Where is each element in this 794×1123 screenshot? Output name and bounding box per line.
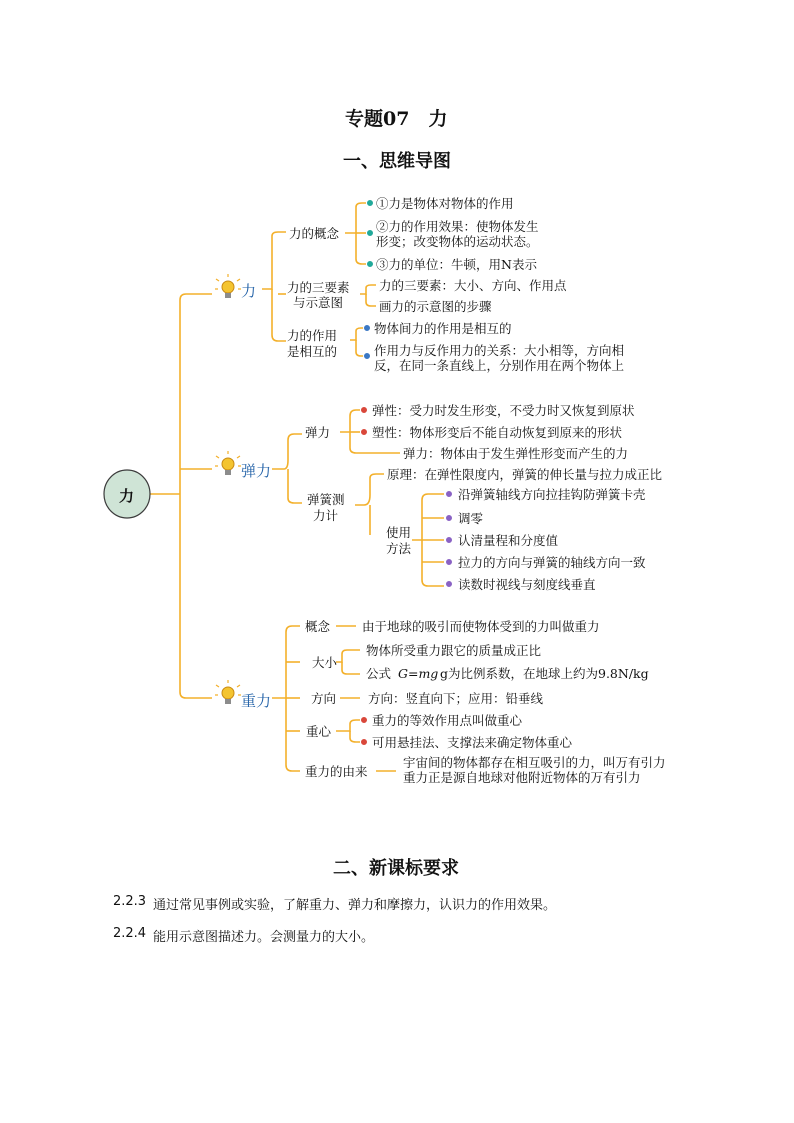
- bullet-dot-icon: [361, 739, 368, 746]
- bullet-dot-icon: [361, 429, 368, 436]
- formula-desc: g为比例系数，在地球上约为9.8N/kg: [440, 666, 649, 681]
- leaf-text: 画力的示意图的步骤: [379, 299, 492, 314]
- node-gravity-origin: 重力的由来: [305, 764, 368, 779]
- branch-label-force: 力: [241, 282, 257, 300]
- leaf-text: 认清量程和分度值: [458, 533, 559, 548]
- bullet-dot-icon: [361, 407, 368, 414]
- leaf-text: 读数时视线与刻度线垂直: [458, 577, 596, 592]
- formula-prefix: 公式: [366, 666, 392, 681]
- bullet-dot-icon: [446, 491, 453, 498]
- leaf-text: 沿弹簧轴线方向拉挂钩防弹簧卡壳: [458, 487, 646, 502]
- leaf-text: 方向：竖直向下；应用：铅垂线: [368, 691, 544, 706]
- b1-bracket-top: [262, 232, 286, 289]
- section-heading-mindmap: 一、思维导图: [343, 151, 451, 172]
- formula: G=mg: [398, 666, 439, 681]
- leaf-text: 物体间力的作用是相互的: [374, 321, 512, 336]
- section-heading-curriculum: 二、新课标要求: [333, 858, 459, 879]
- requirement-code: 2.2.3: [113, 894, 147, 909]
- leaf-text: 重力的等效作用点叫做重心: [372, 713, 523, 728]
- requirement-text: 通过常见事例或实验，了解重力、弹力和摩擦力，认识力的作用效果。: [153, 898, 557, 913]
- lightbulb-icon: [215, 451, 241, 475]
- node-three-elements: 力的三要素: [287, 280, 350, 295]
- leaf-text: 力的三要素：大小、方向、作用点: [379, 278, 567, 293]
- leaf-text: 弹力：物体由于发生弹性形变而产生的力: [403, 446, 629, 461]
- bullet-dot-icon: [367, 200, 374, 207]
- leaf-text: 可用悬挂法、支撑法来确定物体重心: [372, 735, 573, 750]
- leaf-text: 拉力的方向与弹簧的轴线方向一致: [458, 555, 646, 570]
- bullet-dot-icon: [361, 717, 368, 724]
- bullet-dot-icon: [364, 325, 371, 332]
- leaf-text: ①力是物体对物体的作用: [376, 196, 514, 211]
- lightbulb-icon: [215, 274, 241, 298]
- node-mutual-force: 力的作用: [287, 328, 338, 343]
- leaf-text: 宇宙间的物体都存在相互吸引的力，叫万有引力: [403, 755, 666, 770]
- b1-bracket-bottom: [272, 289, 286, 341]
- branch-label-elastic-force: 弹力: [241, 462, 272, 480]
- leaf-text: 调零: [458, 511, 484, 526]
- node-usage-method-line2: 方法: [386, 541, 412, 556]
- leaf-text: 重力正是源自地球对他附近物体的万有引力: [403, 770, 641, 785]
- requirement-code: 2.2.4: [113, 926, 147, 941]
- bullet-dot-icon: [364, 353, 371, 360]
- node-force-concept: 力的概念: [289, 226, 340, 241]
- leaf-text: 物体所受重力跟它的质量成正比: [366, 643, 542, 658]
- bullet-dot-icon: [446, 515, 453, 522]
- leaf-text: 由于地球的吸引而使物体受到的力叫做重力: [362, 619, 600, 634]
- node-gravity-direction: 方向: [311, 691, 337, 706]
- node-mutual-force-line2: 是相互的: [287, 344, 338, 359]
- page-title: 专题07 力: [345, 108, 448, 130]
- leaf-text: 塑性：物体形变后不能自动恢复到原来的形状: [372, 425, 623, 440]
- node-three-elements-line2: 与示意图: [293, 295, 344, 310]
- root-node-label: 力: [119, 487, 135, 505]
- bullet-dot-icon: [367, 230, 374, 237]
- bullet-dot-icon: [367, 261, 374, 268]
- leaf-text: 弹性：受力时发生形变，不受力时又恢复到原状: [372, 403, 635, 418]
- bullet-dot-icon: [446, 559, 453, 566]
- node-elastic-force: 弹力: [305, 425, 331, 440]
- node-spring-scale-line2: 力计: [313, 508, 339, 523]
- node-usage-method: 使用: [386, 525, 412, 540]
- main-trunk: [180, 294, 212, 698]
- leaf-text: ③力的单位：牛顿，用N表示: [376, 257, 537, 272]
- leaf-text: ②力的作用效果：使物体发生: [376, 219, 539, 234]
- requirement-text: 能用示意图描述力。会测量力的大小。: [153, 930, 375, 945]
- leaf-text: 形变；改变物体的运动状态。: [376, 234, 539, 249]
- node-gravity-magnitude: 大小: [312, 655, 338, 670]
- leaf-text: 原理：在弹性限度内，弹簧的伸长量与拉力成正比: [387, 467, 663, 482]
- bullet-dot-icon: [446, 537, 453, 544]
- leaf-text: 作用力与反作用力的关系：大小相等，方向相: [374, 343, 625, 358]
- leaf-text: 反，在同一条直线上，分别作用在两个物体上: [374, 358, 625, 373]
- bullet-dot-icon: [446, 581, 453, 588]
- node-spring-scale: 弹簧测: [307, 492, 345, 507]
- node-gravity-concept: 概念: [305, 619, 331, 634]
- branch-label-gravity: 重力: [241, 692, 272, 710]
- node-center-of-gravity: 重心: [306, 724, 332, 739]
- lightbulb-icon: [215, 680, 241, 704]
